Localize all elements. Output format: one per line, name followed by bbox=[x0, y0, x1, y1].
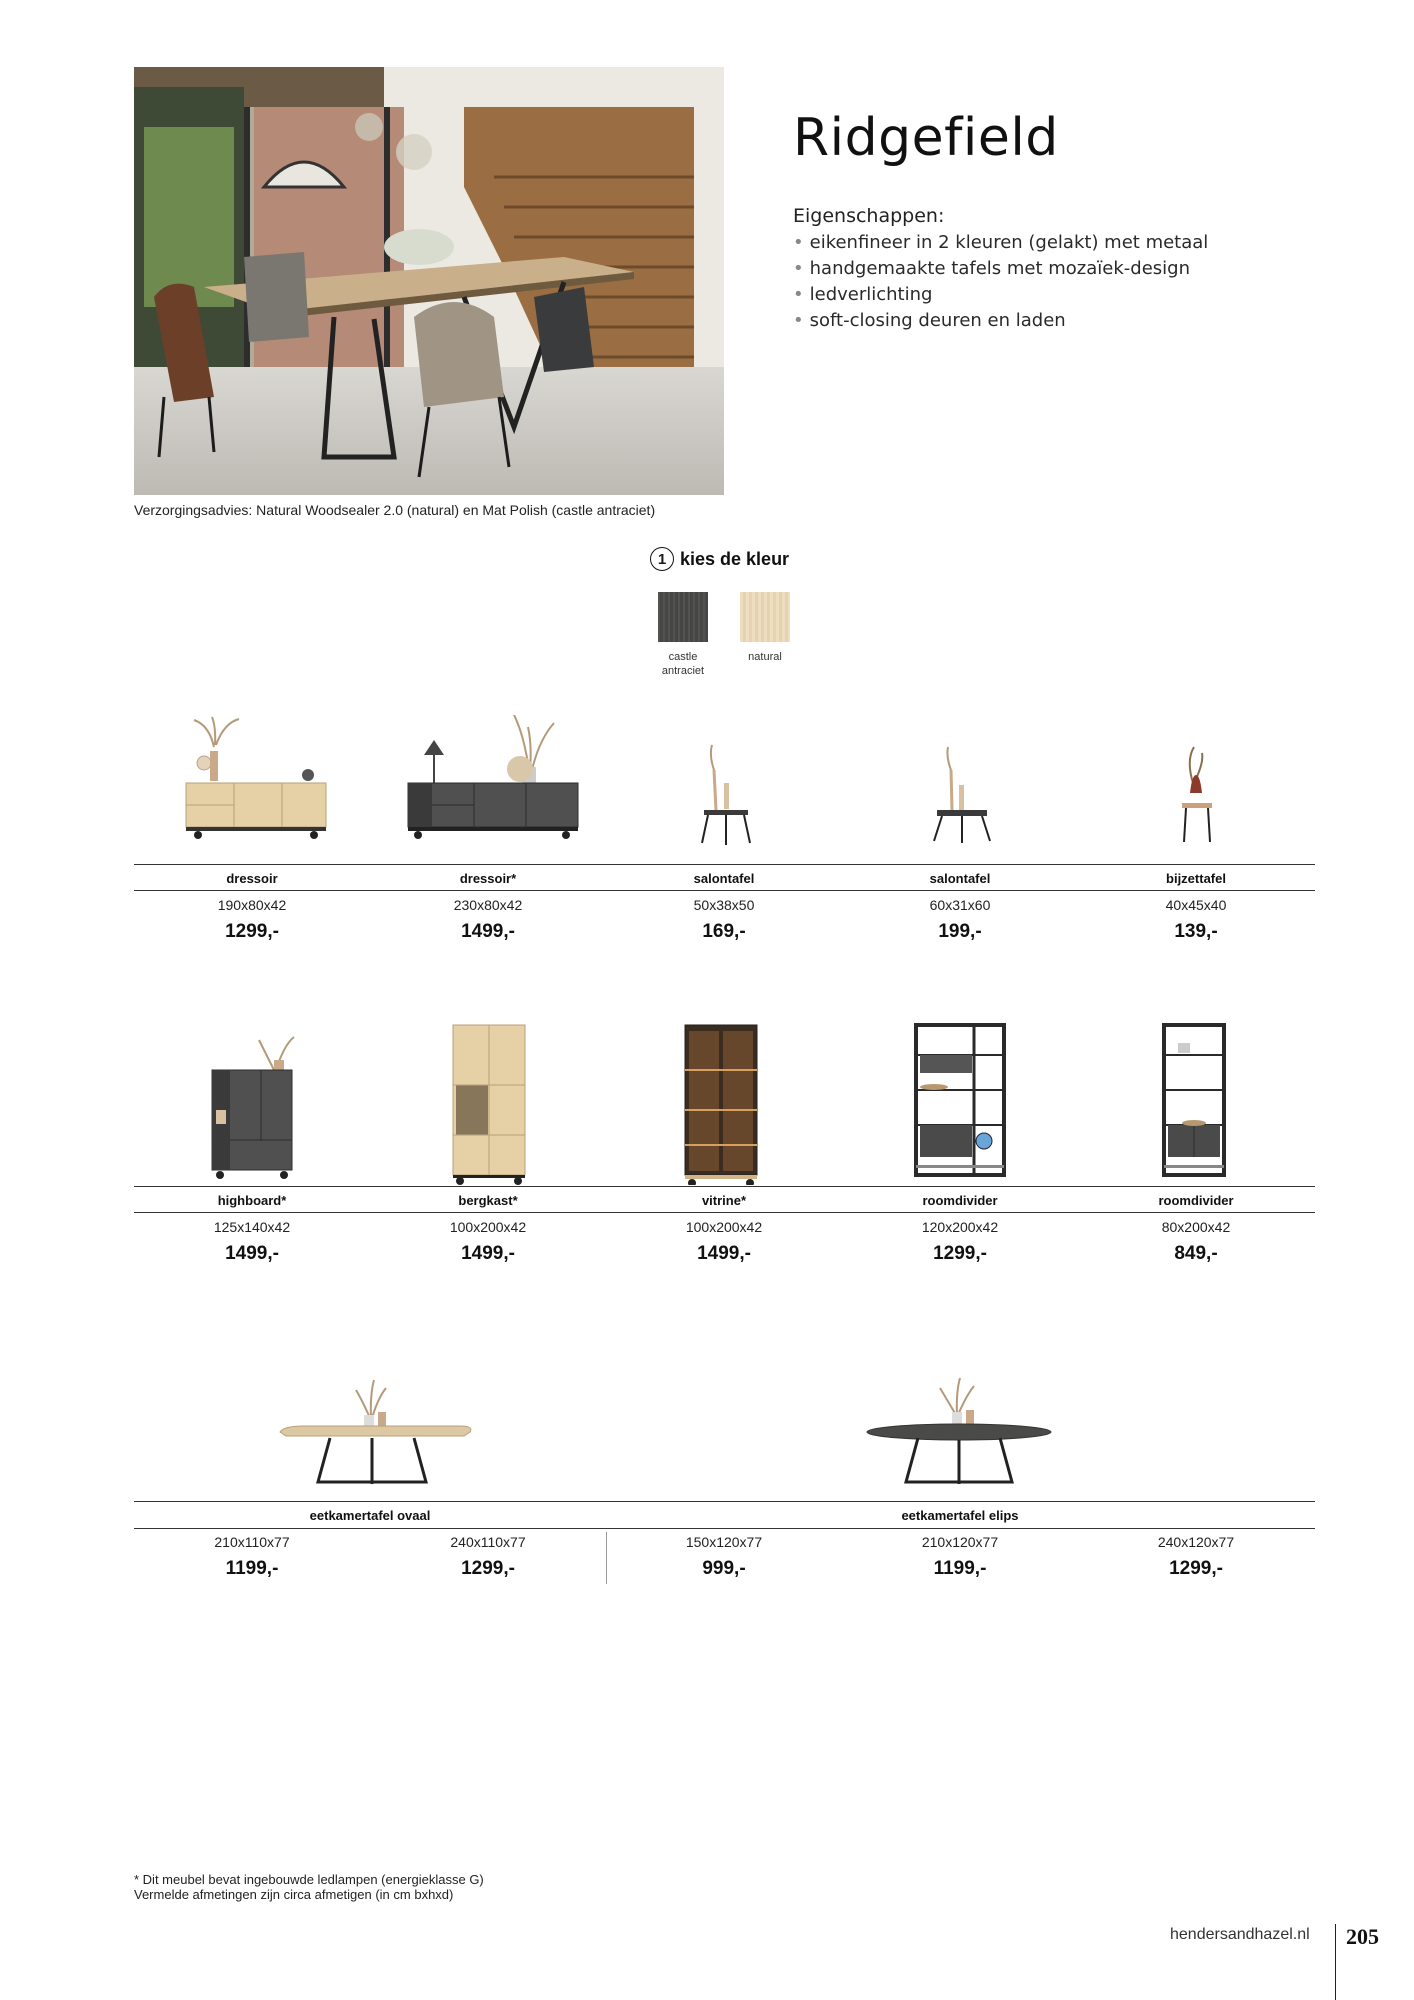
product-name: salontafel bbox=[693, 871, 755, 886]
product-dimensions: 210x120x77 bbox=[921, 1534, 999, 1550]
color-chooser-title: kies de kleur bbox=[680, 548, 790, 569]
highboard-image bbox=[212, 1037, 294, 1179]
row1-product-images bbox=[134, 715, 1315, 855]
list-item: • handgemaakte tafels met mozaïek-design bbox=[793, 258, 1190, 279]
product-name: highboard* bbox=[217, 1193, 287, 1208]
row2-product-images bbox=[134, 1015, 1315, 1185]
website-url[interactable]: hendersandhazel.nl bbox=[1170, 1926, 1310, 1943]
properties-list bbox=[793, 230, 1208, 334]
product-dimensions: 100x200x42 bbox=[685, 1219, 763, 1235]
product-price: 999,- bbox=[702, 1558, 746, 1579]
product-dimensions: 150x120x77 bbox=[685, 1534, 763, 1550]
product-price: 1299,- bbox=[1169, 1558, 1223, 1579]
product-name: eetkamertafel elips bbox=[901, 1508, 1019, 1523]
salontafel-large-image bbox=[934, 747, 990, 843]
product-dimensions: 40x45x40 bbox=[1165, 897, 1227, 913]
product-name: roomdivider bbox=[922, 1193, 998, 1208]
properties-heading: Eigenschappen: bbox=[793, 205, 945, 227]
product-price: 1199,- bbox=[225, 1558, 279, 1579]
row1-top-rule bbox=[134, 864, 1315, 865]
bullet-icon: • bbox=[793, 258, 804, 279]
list-item: • ledverlichting bbox=[793, 284, 933, 305]
product-dimensions: 80x200x42 bbox=[1161, 1219, 1231, 1235]
product-dimensions: 240x120x77 bbox=[1157, 1534, 1235, 1550]
product-dimensions: 210x110x77 bbox=[214, 1534, 290, 1550]
product-name: dressoir* bbox=[459, 871, 517, 886]
page-number: 205 bbox=[1346, 1924, 1379, 1949]
bullet-icon: • bbox=[793, 232, 804, 253]
product-price: 1299,- bbox=[225, 921, 279, 942]
product-price: 1499,- bbox=[461, 921, 515, 942]
product-dimensions: 190x80x42 bbox=[217, 897, 287, 913]
swatch-label-castle-antraciet: castle antraciet bbox=[661, 651, 705, 677]
swatch-label-natural: natural bbox=[748, 651, 782, 663]
row2-top-rule bbox=[134, 1186, 1315, 1187]
product-dimensions: 100x200x42 bbox=[449, 1219, 527, 1235]
color-chooser-heading bbox=[650, 547, 789, 571]
row3-top-rule bbox=[134, 1501, 1315, 1502]
product-name: dressoir bbox=[226, 871, 278, 886]
list-item: • eikenfineer in 2 kleuren (gelakt) met metaal bbox=[793, 232, 1209, 253]
product-dimensions: 230x80x42 bbox=[453, 897, 523, 913]
product-dimensions: 125x140x42 bbox=[213, 1219, 291, 1235]
bullet-icon: • bbox=[793, 310, 804, 331]
row1-mid-rule bbox=[134, 890, 1315, 891]
product-name: bijzettafel bbox=[1166, 871, 1226, 886]
product-name: eetkamertafel ovaal bbox=[309, 1508, 431, 1523]
dressoir-antraciet-image bbox=[408, 715, 578, 839]
product-dimensions: 120x200x42 bbox=[921, 1219, 999, 1235]
photo-caption: Verzorgingsadvies: Natural Woodsealer 2.0 (natural) en Mat Polish (castle antraciet) bbox=[134, 502, 656, 518]
product-price: 169,- bbox=[702, 921, 746, 942]
product-price: 849,- bbox=[1174, 1243, 1218, 1264]
product-price: 1499,- bbox=[697, 1243, 751, 1264]
eetkamertafel-elips-image bbox=[867, 1378, 1051, 1484]
product-price: 139,- bbox=[1174, 921, 1218, 942]
product-dimensions: 240x110x77 bbox=[450, 1534, 526, 1550]
bullet-icon: • bbox=[793, 284, 804, 305]
product-name: bergkast* bbox=[458, 1193, 518, 1208]
product-price: 199,- bbox=[938, 921, 982, 942]
product-price: 1299,- bbox=[933, 1243, 987, 1264]
page-title: Ridgefield bbox=[793, 108, 1059, 168]
swatch-natural[interactable] bbox=[740, 592, 790, 642]
row3-mid-rule bbox=[134, 1528, 1315, 1529]
roomdivider-wide-image bbox=[916, 1025, 1004, 1175]
salontafel-small-image bbox=[702, 745, 750, 845]
list-item: • soft-closing deuren en laden bbox=[793, 310, 1066, 331]
product-name: salontafel bbox=[929, 871, 991, 886]
product-dimensions: 50x38x50 bbox=[693, 897, 755, 913]
product-name: roomdivider bbox=[1158, 1193, 1234, 1208]
step-number-badge: 1 bbox=[650, 547, 674, 571]
product-name: vitrine* bbox=[701, 1193, 747, 1208]
vitrine-image bbox=[685, 1025, 757, 1185]
dressoir-natural-image bbox=[186, 717, 326, 839]
bijzettafel-image bbox=[1182, 747, 1212, 842]
bergkast-image bbox=[453, 1025, 525, 1185]
page-number-divider bbox=[1335, 1924, 1336, 2000]
roomdivider-narrow-image bbox=[1164, 1025, 1224, 1175]
footnote: * Dit meubel bevat ingebouwde ledlampen (energieklasse G) Vermelde afmetingen zijn circa afmetigen (in cm bxhxd) bbox=[134, 1872, 484, 1902]
product-price: 1499,- bbox=[225, 1243, 279, 1264]
product-price: 1299,- bbox=[461, 1558, 515, 1579]
product-price: 1499,- bbox=[461, 1243, 515, 1264]
row3-product-images bbox=[134, 1360, 1315, 1490]
row2-mid-rule bbox=[134, 1212, 1315, 1213]
product-dimensions: 60x31x60 bbox=[929, 897, 991, 913]
swatch-castle-antraciet[interactable] bbox=[658, 592, 708, 642]
product-price: 1199,- bbox=[933, 1558, 987, 1579]
hero-photo bbox=[134, 67, 724, 495]
eetkamertafel-ovaal-image bbox=[280, 1380, 471, 1484]
